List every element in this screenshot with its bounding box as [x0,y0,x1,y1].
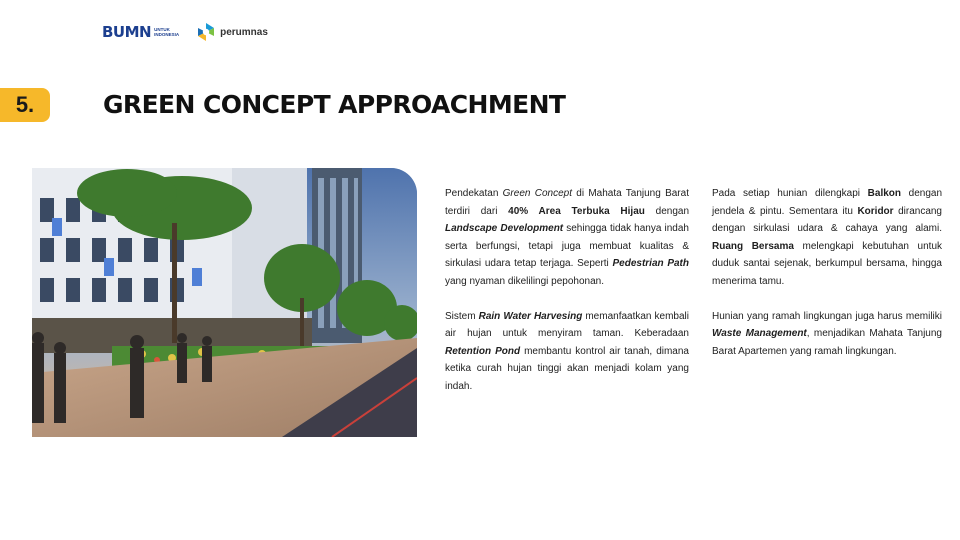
perumnas-logo-text: perumnas [220,26,268,38]
text-run: dengan [644,205,689,217]
text-run: Sistem [445,310,479,322]
emphasis-landscape-development: Landscape Development [445,223,564,235]
text-run: dengan jendela & pintu. Sementara itu [712,188,943,217]
bumn-logo-tagline: UNTUK INDONESIA [154,27,180,37]
left-text-column [445,185,689,413]
rain-water-paragraph [445,308,689,396]
text-run: di Mahata Tanjung Barat terdiri dari [445,188,689,217]
bumn-logo [102,23,184,41]
apartment-landscape-photo [32,168,417,437]
perumnas-logo-icon [196,22,216,42]
emphasis-balkon: Balkon [867,188,901,199]
waste-management-paragraph [712,308,942,361]
text-run: , menjadikan Mahata Tanjung Barat Apartemen yang ramah lingkungan. [712,328,942,357]
emphasis-open-green-area: 40% Area Terbuka Hijau [508,205,645,217]
emphasis-ruang-bersama: Ruang Bersama [712,240,794,252]
bumn-logo-text: BUMN [102,23,152,41]
emphasis-waste-management: Waste Management [712,328,807,340]
balcony-paragraph [712,185,942,291]
header-logos [102,22,268,42]
emphasis-rain-water-harvesing: Rain Water Harvesing [478,310,583,322]
text-run: sehingga tidak hanya indah serta berfungsi, tetapi juga membuat kualitas & sirkulasi udara tetap terjaga. Seperti [445,223,689,270]
text-run: yang nyaman dikelilingi pepohonan. [445,275,605,287]
section-number-badge: 5. [0,88,50,122]
perumnas-logo [196,22,268,42]
text-run: Pada setiap hunian dilengkapi [712,188,868,199]
green-concept-paragraph [445,185,689,291]
text-run: Pendekatan [445,188,503,199]
text-run: memanfaatkan kembali air hujan untuk menyiram taman. Keberadaan [445,310,689,340]
emphasis-green-concept: Green Concept [502,188,572,199]
text-run: dirancang dengan sirkulasi udara & cahaya yang alami. [712,205,942,235]
emphasis-pedestrian-path: Pedestrian Path [612,258,689,270]
text-run: membantu kontrol air tanah, dimana ketika curah hujan tinggi akan menjadi kolam yang indah. [445,345,689,392]
emphasis-retention-pond: Retention Pond [445,345,521,357]
text-run: Hunian yang ramah lingkungan juga harus memiliki [712,310,942,322]
page-title: GREEN CONCEPT APPROACHMENT [103,90,566,119]
emphasis-koridor: Koridor [857,205,894,217]
right-text-column [712,185,942,377]
text-run: melengkapi kebutuhan untuk duduk santai sejenak, berkumpul bersama, hingga menerima tamu. [712,240,943,287]
